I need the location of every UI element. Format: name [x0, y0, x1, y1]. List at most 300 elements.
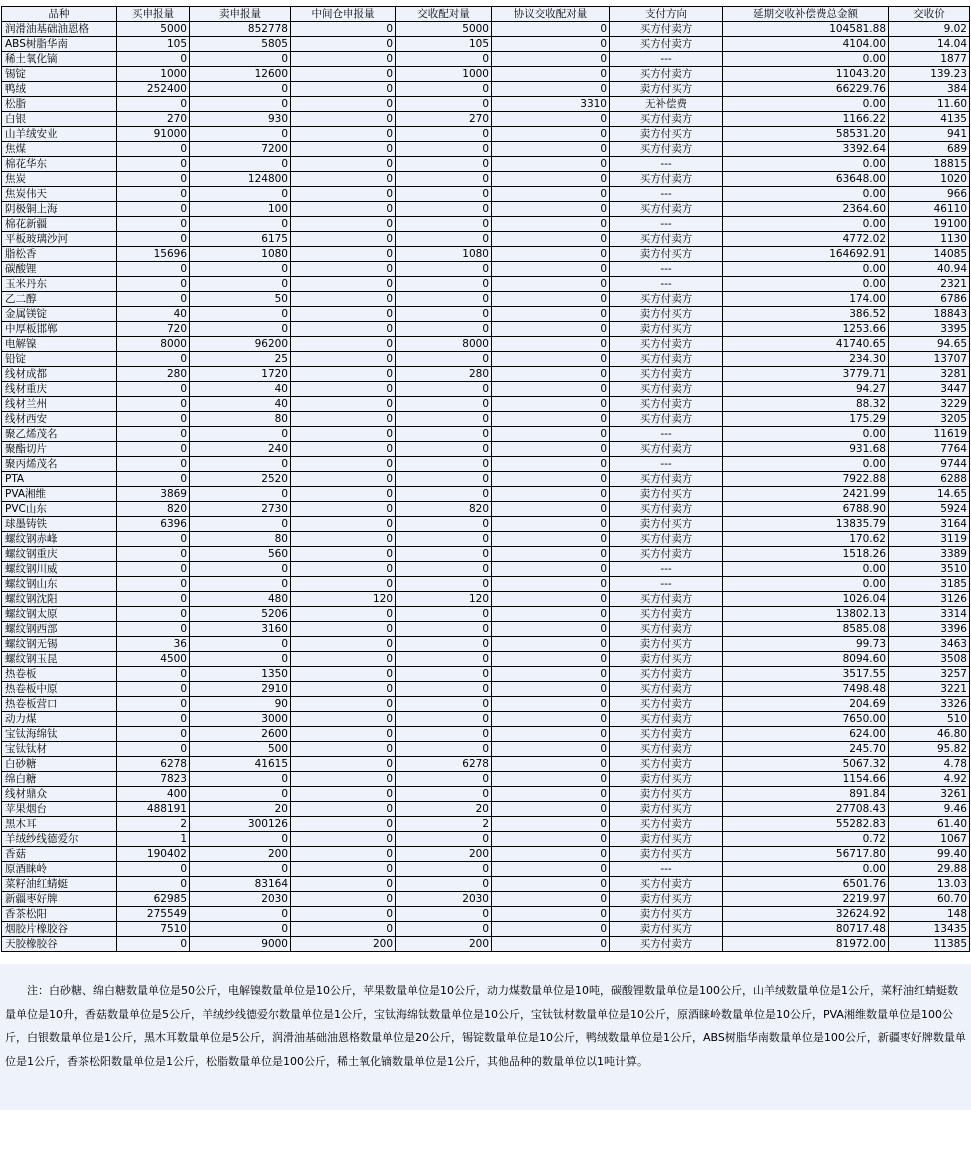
cell-compensation-total: 94.27: [723, 382, 889, 397]
cell-buy-declared: 62985: [117, 892, 190, 907]
cell-buy-declared: 0: [117, 697, 190, 712]
cell-agreement-matched: 0: [492, 622, 610, 637]
table-row: [2, 712, 970, 727]
cell-delivery-price: 148: [889, 907, 970, 922]
cell-compensation-total: 0.00: [723, 52, 889, 67]
cell-intermediate-declared: 0: [291, 727, 396, 742]
cell-payment-direction: 无补偿费: [610, 97, 723, 112]
cell-compensation-total: 11043.20: [723, 67, 889, 82]
cell-payment-direction: 买方付卖方: [610, 937, 723, 952]
cell-buy-declared: 0: [117, 577, 190, 592]
table-row: [2, 592, 970, 607]
cell-payment-direction: 买方付卖方: [610, 742, 723, 757]
cell-buy-declared: 0: [117, 727, 190, 742]
cell-sell-declared: 0: [190, 637, 291, 652]
cell-compensation-total: 3392.64: [723, 142, 889, 157]
cell-intermediate-declared: 0: [291, 532, 396, 547]
cell-compensation-total: 175.29: [723, 412, 889, 427]
cell-delivery-price: 95.82: [889, 742, 970, 757]
cell-sell-declared: 0: [190, 787, 291, 802]
cell-intermediate-declared: 0: [291, 352, 396, 367]
cell-intermediate-declared: 0: [291, 52, 396, 67]
cell-product: PTA: [2, 472, 117, 487]
cell-delivery-matched: 0: [396, 322, 492, 337]
cell-delivery-matched: 0: [396, 457, 492, 472]
cell-delivery-matched: 0: [396, 442, 492, 457]
cell-delivery-matched: 0: [396, 232, 492, 247]
cell-sell-declared: 124800: [190, 172, 291, 187]
table-row: [2, 472, 970, 487]
cell-intermediate-declared: 0: [291, 112, 396, 127]
cell-intermediate-declared: 0: [291, 397, 396, 412]
table-row: [2, 187, 970, 202]
cell-payment-direction: ---: [610, 157, 723, 172]
cell-agreement-matched: 0: [492, 652, 610, 667]
cell-product: 香菇: [2, 847, 117, 862]
header-intermediate-declared: 中间仓申报量: [291, 7, 396, 22]
cell-payment-direction: 买方付卖方: [610, 607, 723, 622]
cell-payment-direction: 买方付卖方: [610, 352, 723, 367]
cell-agreement-matched: 0: [492, 292, 610, 307]
cell-intermediate-declared: 0: [291, 922, 396, 937]
cell-agreement-matched: 0: [492, 367, 610, 382]
cell-sell-declared: 240: [190, 442, 291, 457]
cell-agreement-matched: 0: [492, 127, 610, 142]
cell-delivery-price: 3395: [889, 322, 970, 337]
table-row: [2, 247, 970, 262]
cell-sell-declared: 0: [190, 127, 291, 142]
cell-compensation-total: 99.73: [723, 637, 889, 652]
cell-buy-declared: 0: [117, 232, 190, 247]
cell-compensation-total: 58531.20: [723, 127, 889, 142]
cell-buy-declared: 7510: [117, 922, 190, 937]
cell-agreement-matched: 0: [492, 337, 610, 352]
cell-buy-declared: 0: [117, 142, 190, 157]
cell-intermediate-declared: 0: [291, 142, 396, 157]
cell-delivery-price: 9744: [889, 457, 970, 472]
cell-buy-declared: 36: [117, 637, 190, 652]
cell-buy-declared: 280: [117, 367, 190, 382]
cell-buy-declared: 0: [117, 172, 190, 187]
cell-agreement-matched: 0: [492, 742, 610, 757]
cell-sell-declared: 5805: [190, 37, 291, 52]
cell-agreement-matched: 0: [492, 442, 610, 457]
cell-delivery-price: 60.70: [889, 892, 970, 907]
cell-payment-direction: 卖方付买方: [610, 517, 723, 532]
table-row: [2, 52, 970, 67]
cell-buy-declared: 0: [117, 472, 190, 487]
table-row: [2, 322, 970, 337]
table-row: [2, 337, 970, 352]
cell-product: 润滑油基础油恩格: [2, 22, 117, 37]
cell-sell-declared: 0: [190, 427, 291, 442]
cell-delivery-matched: 0: [396, 547, 492, 562]
cell-buy-declared: 8000: [117, 337, 190, 352]
cell-delivery-price: 3229: [889, 397, 970, 412]
cell-sell-declared: 83164: [190, 877, 291, 892]
cell-delivery-matched: 0: [396, 787, 492, 802]
cell-compensation-total: 1166.22: [723, 112, 889, 127]
cell-compensation-total: 6788.90: [723, 502, 889, 517]
cell-payment-direction: 卖方付买方: [610, 247, 723, 262]
table-row: [2, 637, 970, 652]
cell-intermediate-declared: 0: [291, 277, 396, 292]
cell-delivery-price: 3119: [889, 532, 970, 547]
table-row: [2, 202, 970, 217]
cell-payment-direction: 买方付卖方: [610, 757, 723, 772]
cell-payment-direction: 买方付卖方: [610, 877, 723, 892]
cell-sell-declared: 0: [190, 52, 291, 67]
cell-delivery-price: 4.92: [889, 772, 970, 787]
cell-compensation-total: 7922.88: [723, 472, 889, 487]
cell-compensation-total: 0.00: [723, 217, 889, 232]
cell-agreement-matched: 0: [492, 262, 610, 277]
cell-payment-direction: 卖方付买方: [610, 847, 723, 862]
cell-sell-declared: 0: [190, 262, 291, 277]
header-agreement-matched: 协议交收配对量: [492, 7, 610, 22]
cell-intermediate-declared: 0: [291, 97, 396, 112]
cell-intermediate-declared: 0: [291, 832, 396, 847]
cell-delivery-matched: 2030: [396, 892, 492, 907]
cell-payment-direction: 卖方付买方: [610, 907, 723, 922]
cell-delivery-price: 3326: [889, 697, 970, 712]
cell-sell-declared: 25: [190, 352, 291, 367]
table-row: [2, 172, 970, 187]
cell-sell-declared: 0: [190, 157, 291, 172]
cell-product: 白银: [2, 112, 117, 127]
cell-sell-declared: 0: [190, 217, 291, 232]
cell-delivery-matched: 0: [396, 187, 492, 202]
header-compensation-total: 延期交收补偿费总金额: [723, 7, 889, 22]
cell-agreement-matched: 0: [492, 517, 610, 532]
cell-payment-direction: 买方付卖方: [610, 592, 723, 607]
cell-compensation-total: 7498.48: [723, 682, 889, 697]
cell-payment-direction: 卖方付买方: [610, 82, 723, 97]
cell-compensation-total: 88.32: [723, 397, 889, 412]
header-buy-declared: 买申报量: [117, 7, 190, 22]
cell-buy-declared: 0: [117, 97, 190, 112]
cell-delivery-matched: 280: [396, 367, 492, 382]
cell-product: 香茶松阳: [2, 907, 117, 922]
cell-buy-declared: 0: [117, 397, 190, 412]
cell-intermediate-declared: 0: [291, 547, 396, 562]
cell-delivery-matched: 8000: [396, 337, 492, 352]
cell-agreement-matched: 0: [492, 712, 610, 727]
cell-delivery-matched: 0: [396, 637, 492, 652]
cell-payment-direction: 买方付卖方: [610, 712, 723, 727]
cell-product: 线材成都: [2, 367, 117, 382]
cell-delivery-matched: 270: [396, 112, 492, 127]
cell-sell-declared: 560: [190, 547, 291, 562]
cell-payment-direction: 卖方付买方: [610, 922, 723, 937]
cell-payment-direction: 买方付卖方: [610, 727, 723, 742]
cell-delivery-matched: 0: [396, 772, 492, 787]
cell-sell-declared: 5206: [190, 607, 291, 622]
cell-agreement-matched: 0: [492, 787, 610, 802]
cell-product: 脂松香: [2, 247, 117, 262]
cell-agreement-matched: 0: [492, 67, 610, 82]
cell-compensation-total: 5067.32: [723, 757, 889, 772]
cell-compensation-total: 2219.97: [723, 892, 889, 907]
cell-agreement-matched: 0: [492, 502, 610, 517]
cell-buy-declared: 40: [117, 307, 190, 322]
cell-sell-declared: 480: [190, 592, 291, 607]
cell-agreement-matched: 0: [492, 592, 610, 607]
cell-payment-direction: 买方付卖方: [610, 172, 723, 187]
cell-compensation-total: 1026.04: [723, 592, 889, 607]
cell-product: 线材兰州: [2, 397, 117, 412]
cell-sell-declared: 1350: [190, 667, 291, 682]
cell-compensation-total: 1154.66: [723, 772, 889, 787]
cell-payment-direction: 买方付卖方: [610, 622, 723, 637]
cell-sell-declared: 90: [190, 697, 291, 712]
header-delivery-matched: 交收配对量: [396, 7, 492, 22]
cell-intermediate-declared: 0: [291, 382, 396, 397]
cell-delivery-price: 4.78: [889, 757, 970, 772]
cell-buy-declared: 0: [117, 862, 190, 877]
cell-delivery-matched: 0: [396, 262, 492, 277]
cell-sell-declared: 852778: [190, 22, 291, 37]
table-row: [2, 877, 970, 892]
cell-product: 玉米丹东: [2, 277, 117, 292]
cell-product: PVC山东: [2, 502, 117, 517]
cell-delivery-matched: 0: [396, 532, 492, 547]
table-row: [2, 442, 970, 457]
cell-delivery-price: 18815: [889, 157, 970, 172]
cell-payment-direction: 买方付卖方: [610, 22, 723, 37]
cell-delivery-price: 11619: [889, 427, 970, 442]
cell-product: 绵白糖: [2, 772, 117, 787]
cell-delivery-matched: 0: [396, 517, 492, 532]
cell-product: 原酒睐岭: [2, 862, 117, 877]
cell-delivery-matched: 1000: [396, 67, 492, 82]
cell-product: 平板玻璃沙河: [2, 232, 117, 247]
cell-delivery-price: 510: [889, 712, 970, 727]
cell-buy-declared: 488191: [117, 802, 190, 817]
cell-delivery-price: 4135: [889, 112, 970, 127]
cell-intermediate-declared: 0: [291, 847, 396, 862]
cell-buy-declared: 0: [117, 157, 190, 172]
cell-intermediate-declared: 0: [291, 667, 396, 682]
cell-compensation-total: 386.52: [723, 307, 889, 322]
cell-buy-declared: 105: [117, 37, 190, 52]
cell-intermediate-declared: 0: [291, 367, 396, 382]
cell-sell-declared: 80: [190, 532, 291, 547]
cell-compensation-total: 27708.43: [723, 802, 889, 817]
cell-sell-declared: 1080: [190, 247, 291, 262]
table-row: [2, 22, 970, 37]
cell-product: 螺纹钢沈阳: [2, 592, 117, 607]
table-row: [2, 397, 970, 412]
cell-compensation-total: 13802.13: [723, 607, 889, 622]
cell-intermediate-declared: 0: [291, 742, 396, 757]
cell-agreement-matched: 0: [492, 52, 610, 67]
cell-product: 热卷板中原: [2, 682, 117, 697]
cell-delivery-price: 3261: [889, 787, 970, 802]
cell-sell-declared: 1720: [190, 367, 291, 382]
cell-sell-declared: 300126: [190, 817, 291, 832]
cell-delivery-price: 941: [889, 127, 970, 142]
cell-product: 焦煤: [2, 142, 117, 157]
cell-intermediate-declared: 0: [291, 247, 396, 262]
cell-agreement-matched: 0: [492, 817, 610, 832]
cell-product: 聚酯切片: [2, 442, 117, 457]
cell-product: 黑木耳: [2, 817, 117, 832]
cell-agreement-matched: 0: [492, 577, 610, 592]
table-row: [2, 607, 970, 622]
cell-product: 聚乙烯茂名: [2, 427, 117, 442]
table-row: [2, 922, 970, 937]
cell-payment-direction: 买方付卖方: [610, 67, 723, 82]
cell-delivery-price: 9.02: [889, 22, 970, 37]
cell-intermediate-declared: 0: [291, 157, 396, 172]
cell-payment-direction: 买方付卖方: [610, 547, 723, 562]
cell-product: 碳酸锂: [2, 262, 117, 277]
cell-delivery-price: 3314: [889, 607, 970, 622]
cell-compensation-total: 1253.66: [723, 322, 889, 337]
cell-product: 螺纹钢赤峰: [2, 532, 117, 547]
cell-sell-declared: 12600: [190, 67, 291, 82]
cell-buy-declared: 0: [117, 187, 190, 202]
cell-buy-declared: 720: [117, 322, 190, 337]
cell-payment-direction: 买方付卖方: [610, 817, 723, 832]
cell-intermediate-declared: 0: [291, 187, 396, 202]
cell-intermediate-declared: 0: [291, 652, 396, 667]
cell-product: 菜籽油红蜻蜓: [2, 877, 117, 892]
cell-payment-direction: 买方付卖方: [610, 382, 723, 397]
cell-intermediate-declared: 0: [291, 577, 396, 592]
cell-delivery-price: 3221: [889, 682, 970, 697]
cell-agreement-matched: 0: [492, 862, 610, 877]
table-row: [2, 112, 970, 127]
cell-sell-declared: 0: [190, 82, 291, 97]
cell-compensation-total: 0.00: [723, 577, 889, 592]
cell-sell-declared: 9000: [190, 937, 291, 952]
cell-agreement-matched: 0: [492, 877, 610, 892]
cell-agreement-matched: 0: [492, 847, 610, 862]
cell-compensation-total: 8094.60: [723, 652, 889, 667]
table-row: [2, 517, 970, 532]
cell-payment-direction: 卖方付买方: [610, 487, 723, 502]
cell-sell-declared: 0: [190, 862, 291, 877]
cell-sell-declared: 0: [190, 832, 291, 847]
cell-product: 螺纹钢无锡: [2, 637, 117, 652]
cell-agreement-matched: 0: [492, 802, 610, 817]
cell-compensation-total: 1518.26: [723, 547, 889, 562]
cell-delivery-matched: 0: [396, 607, 492, 622]
cell-buy-declared: 0: [117, 277, 190, 292]
cell-delivery-price: 6288: [889, 472, 970, 487]
cell-intermediate-declared: 120: [291, 592, 396, 607]
table-row: [2, 307, 970, 322]
cell-compensation-total: 2364.60: [723, 202, 889, 217]
cell-delivery-matched: 0: [396, 922, 492, 937]
cell-delivery-matched: 0: [396, 127, 492, 142]
cell-product: 白砂糖: [2, 757, 117, 772]
cell-sell-declared: 2600: [190, 727, 291, 742]
cell-payment-direction: 买方付卖方: [610, 397, 723, 412]
cell-product: 热卷板: [2, 667, 117, 682]
table-header-row: [2, 7, 970, 22]
cell-intermediate-declared: 0: [291, 757, 396, 772]
cell-agreement-matched: 0: [492, 667, 610, 682]
cell-delivery-matched: 0: [396, 622, 492, 637]
table-row: [2, 802, 970, 817]
cell-agreement-matched: 0: [492, 202, 610, 217]
cell-compensation-total: 0.00: [723, 457, 889, 472]
cell-intermediate-declared: 0: [291, 697, 396, 712]
cell-buy-declared: 190402: [117, 847, 190, 862]
cell-payment-direction: 卖方付买方: [610, 127, 723, 142]
cell-product: 焦炭: [2, 172, 117, 187]
cell-product: ABS树脂华南: [2, 37, 117, 52]
cell-agreement-matched: 0: [492, 112, 610, 127]
cell-compensation-total: 41740.65: [723, 337, 889, 352]
table-row: [2, 832, 970, 847]
table-row: [2, 892, 970, 907]
cell-payment-direction: 卖方付买方: [610, 307, 723, 322]
cell-intermediate-declared: 0: [291, 412, 396, 427]
cell-product: 山羊绒安业: [2, 127, 117, 142]
cell-product: 线材重庆: [2, 382, 117, 397]
cell-sell-declared: 500: [190, 742, 291, 757]
cell-delivery-matched: 0: [396, 577, 492, 592]
cell-compensation-total: 81972.00: [723, 937, 889, 952]
table-row: [2, 232, 970, 247]
cell-buy-declared: 7823: [117, 772, 190, 787]
cell-delivery-price: 1020: [889, 172, 970, 187]
cell-delivery-price: 46.80: [889, 727, 970, 742]
cell-sell-declared: 0: [190, 322, 291, 337]
cell-sell-declared: 80: [190, 412, 291, 427]
cell-sell-declared: 0: [190, 922, 291, 937]
cell-delivery-matched: 120: [396, 592, 492, 607]
cell-payment-direction: 买方付卖方: [610, 337, 723, 352]
cell-agreement-matched: 0: [492, 922, 610, 937]
cell-agreement-matched: 0: [492, 232, 610, 247]
cell-delivery-price: 966: [889, 187, 970, 202]
cell-delivery-price: 1877: [889, 52, 970, 67]
cell-compensation-total: 3779.71: [723, 367, 889, 382]
table-row: [2, 487, 970, 502]
cell-sell-declared: 200: [190, 847, 291, 862]
cell-delivery-matched: 0: [396, 712, 492, 727]
cell-delivery-price: 3396: [889, 622, 970, 637]
cell-delivery-matched: 2: [396, 817, 492, 832]
cell-payment-direction: 买方付卖方: [610, 232, 723, 247]
cell-sell-declared: 20: [190, 802, 291, 817]
cell-payment-direction: 卖方付买方: [610, 322, 723, 337]
cell-product: 新疆枣好牌: [2, 892, 117, 907]
cell-compensation-total: 0.00: [723, 277, 889, 292]
cell-agreement-matched: 0: [492, 157, 610, 172]
cell-compensation-total: 624.00: [723, 727, 889, 742]
cell-buy-declared: 820: [117, 502, 190, 517]
cell-buy-declared: 0: [117, 442, 190, 457]
cell-payment-direction: 买方付卖方: [610, 292, 723, 307]
cell-delivery-matched: 0: [396, 862, 492, 877]
cell-buy-declared: 0: [117, 292, 190, 307]
cell-intermediate-declared: 0: [291, 232, 396, 247]
cell-sell-declared: 0: [190, 772, 291, 787]
cell-delivery-matched: 0: [396, 172, 492, 187]
cell-buy-declared: 0: [117, 382, 190, 397]
unit-footnote: 注：白砂糖、绵白糖数量单位是50公斤，电解镍数量单位是10公斤，苹果数量单位是10公斤，动力煤数量单位是10吨，碳酸锂数量单位是100公斤，山羊绒数量单位是1公斤，菜籽油红蜻蜓数量单位是10升，香菇数量单位是5公斤，羊绒纱线德爱尔数量单位是1公斤，宝钛海绵钛数量单位是10公斤，宝钛钛材数量单位是10公斤，原酒睐岭数量单位是10公斤，PVA湘维数量单位是100公斤，白银数量单位是1公斤，黑木耳数量单位是5公斤，润滑油基础油恩格数量单位是20公斤，锡锭数量单位是10公斤，鸭绒数量单位是1公斤，ABS树脂华南数量单位是100公斤，新疆枣好牌数量单位是1公斤，香茶松阳数量单位是1公斤，松脂数量单位是100公斤，稀土氧化镝数量单位是1公斤，其他品种的数量单位以1吨计算。: [0, 964, 971, 1110]
cell-intermediate-declared: 0: [291, 82, 396, 97]
cell-intermediate-declared: 0: [291, 772, 396, 787]
table-row: [2, 412, 970, 427]
cell-delivery-matched: 0: [396, 667, 492, 682]
